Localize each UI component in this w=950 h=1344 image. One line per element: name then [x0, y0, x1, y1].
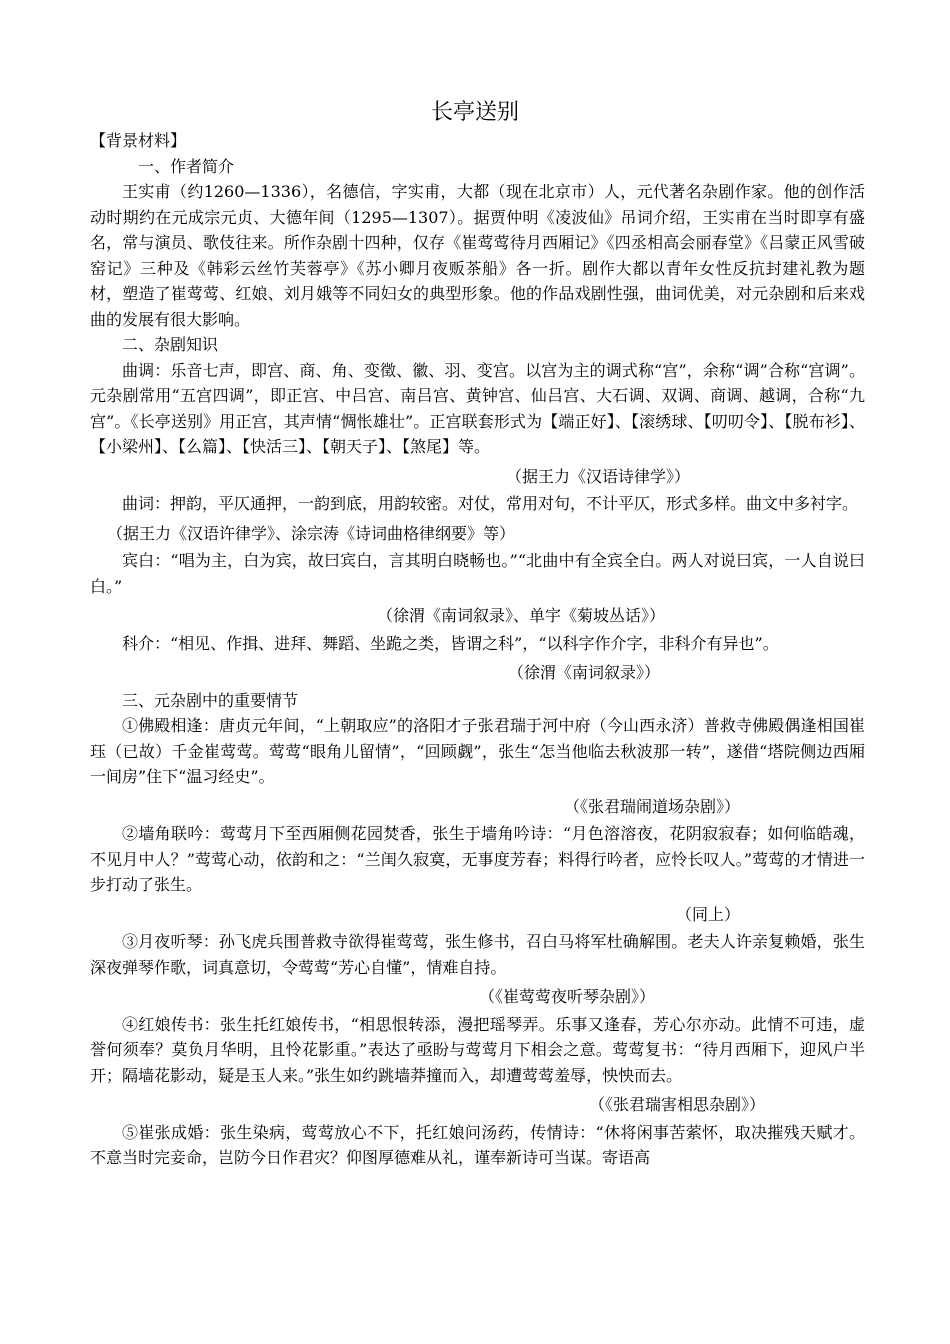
section-heading-plots: 三、元杂剧中的重要情节: [122, 690, 299, 710]
paragraph-qudiao: 曲调：乐音七声，即宫、商、角、变徵、徽、羽、变宫。以宫为主的调式称“宫”，余称“调”合称“宫调”。元杂剧常用“五宫四调”，即正宫、中吕宫、南吕宫、黄钟宫、仙吕宫、大石调、双调、商调、越调，合称“九宫”。《长亭送别》用正宫，其声情“惆怅雄壮”。正宫联套形式为【端正好】、【滚绣球、【叨叨令】、【脱布衫】、【小梁州】、【么篇】、【快活三】、【朝天子】、【煞尾】等。: [90, 360, 865, 456]
source-citation: （《崔莺莺夜听琴杂剧》）: [478, 987, 655, 1006]
paragraph-kejie: 科介：“相见、作揖、进拜、舞蹈、坐跪之类，皆谓之科”，“以科字作介字，非科介有异也”。: [122, 633, 779, 653]
source-citation: （据王力《汉语许律学》、涂宗涛《诗词曲格律纲要》等）: [106, 523, 515, 543]
paragraph-author-intro: 王实甫（约1260—1336），名德信，字实甫，大都（现在北京市）人，元代著名杂剧作家。他的创作活动时期约在元成宗元贞、大德年间（1295—1307）。据贾仲明《凌波仙》吊词介绍，王实甫在当时即享有盛名，常与演员、歌伎往来。所作杂剧十四种，仅存《崔莺莺待月西厢记》《四丞相高会丽春堂》《吕蒙正风雪破窑记》三种及《韩彩云丝竹芙蓉亭》《苏小卿月夜贩茶船》各一折。剧作大都以青年女性反抗封建礼教为题材，塑造了崔莺莺、红娘、刘月娥等不同妇女的典型形象。他的作品戏剧性强，曲词优美，对元杂剧和后来戏曲的发展有很大影响。: [90, 182, 865, 329]
source-citation: （《张君瑞害相思杂剧》）: [588, 1095, 765, 1114]
section-heading-author: 一、作者简介: [138, 156, 235, 176]
paragraph-plot-2: ②墙角联吟：莺莺月下至西厢侧花园焚香，张生于墙角吟诗：“月色溶溶夜，花阴寂寂春；如何临皓魂，不见月中人？”莺莺心动，依韵和之：“兰闺久寂寞，无事度芳春；料得行吟者，应怜长叹人。”莺莺的才情进一步打动了张生。: [90, 824, 865, 894]
page-title: 长亭送别: [430, 100, 519, 125]
source-citation: （同上）: [675, 904, 740, 924]
source-citation: （《张君瑞闹道场杂剧》）: [563, 796, 740, 816]
paragraph-plot-3: ③月夜听琴：孙飞虎兵围普救寺欲得崔莺莺，张生修书，召白马将军杜确解围。老夫人许亲复赖婚，张生深夜弹琴作歌，词真意切，令莺莺“芳心自懂”，情难自持。: [90, 932, 865, 977]
source-citation: （徐渭《南词叙录》、单宇《菊坡丛话》）: [376, 606, 665, 625]
section-heading-zaju: 二、杂剧知识: [122, 335, 219, 354]
paragraph-quci: 曲词：押韵，平仄通押，一韵到底，用韵较密。对仗，常用对句，不计平仄，形式多样。曲文中多衬字。: [122, 494, 859, 513]
paragraph-plot-1: ①佛殿相逢：唐贞元年间，“上朝取应”的洛阳才子张君瑞于河中府（今山西永济）普救寺佛殿偶逢相国崔珏（已故）千金崔莺莺。莺莺“眼角儿留情”，“回顾觑”，张生“怎当他临去秋波那一转”，遂借“塔院侧边西厢一间房”住下“温习经史”。: [90, 716, 865, 786]
source-citation: （徐渭《南词叙录》）: [507, 663, 660, 682]
section-label: 【背景材料】: [90, 131, 187, 150]
paragraph-binbai: 宾白：“唱为主，白为宾，故曰宾白，言其明白晓畅也。”“北曲中有全宾全白。两人对说曰宾，一人自说曰白。”: [90, 551, 865, 596]
document-body: [90, 128, 865, 1171]
source-citation: （据王力《汉语诗律学》）: [505, 466, 690, 486]
paragraph-plot-4: ④红娘传书：张生托红娘传书，“相思恨转添，漫把瑶琴弄。乐事又逢春，芳心尔亦动。此情不可违，虚誉何须奉？莫负月华明，且怜花影重。”表达了亟盼与莺莺月下相会之意。莺莺复书：“待月西厢下，迎风户半开；隔墙花影动，疑是玉人来。”张生如约跳墙莽撞而入，却遭莺莺羞辱，怏怏而去。: [90, 1014, 865, 1085]
paragraph-plot-5: ⑤崔张成婚：张生染病，莺莺放心不下，托红娘问汤药，传情诗：“休将闲事苦萦怀，取决摧残天赋才。不意当时完妾命，岂防今日作君灾？仰图厚德难从礼，谨奉新诗可当谋。寄语高: [90, 1122, 865, 1167]
